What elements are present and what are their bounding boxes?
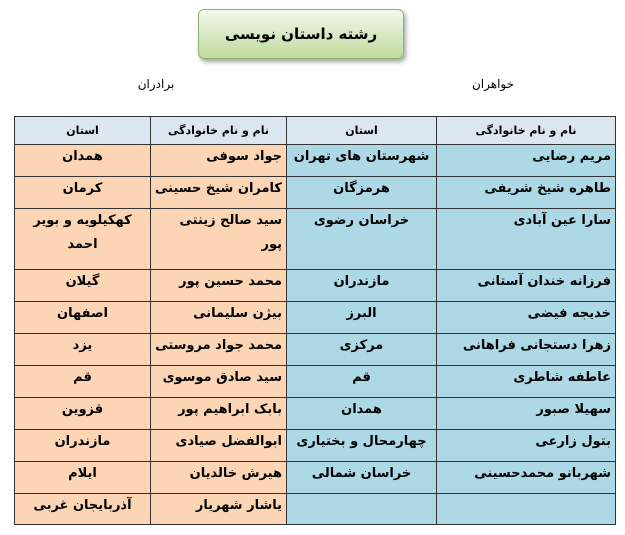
brother-province-cell: آذربایجان غربی bbox=[15, 494, 151, 525]
table-row bbox=[15, 462, 616, 494]
sister-name-cell bbox=[437, 494, 616, 525]
sister-province-cell: چهارمحال و بختیاری bbox=[287, 430, 437, 462]
brother-name-cell: سید صالح زینتی پور bbox=[151, 209, 287, 270]
table-row bbox=[15, 334, 616, 366]
table-row bbox=[15, 209, 616, 270]
sister-name-cell: خدیجه فیضی bbox=[437, 302, 616, 334]
table-row bbox=[15, 270, 616, 302]
sister-province-cell: خراسان شمالی bbox=[287, 462, 437, 494]
sister-name-cell: طاهره شیخ شریفی bbox=[437, 177, 616, 209]
sisters-province-header: استان bbox=[287, 117, 437, 145]
brother-province-cell: همدان bbox=[15, 145, 151, 177]
brother-name-cell: سید صادق موسوی bbox=[151, 366, 287, 398]
sister-province-cell: مازندران bbox=[287, 270, 437, 302]
sister-province-cell bbox=[287, 494, 437, 525]
brother-name-cell: بابک ابراهیم پور bbox=[151, 398, 287, 430]
page-title: رشته داستان نویسی bbox=[198, 9, 404, 59]
sister-name-cell: مریم رضایی bbox=[437, 145, 616, 177]
table-row bbox=[15, 145, 616, 177]
sister-province-cell: شهرستان های تهران bbox=[287, 145, 437, 177]
brother-province-cell: گیلان bbox=[15, 270, 151, 302]
brother-name-cell: محمد جواد مروستی bbox=[151, 334, 287, 366]
sister-name-cell: بتول زارعی bbox=[437, 430, 616, 462]
brother-name-cell: جواد سوفی bbox=[151, 145, 287, 177]
brother-name-cell: بیژن سلیمانی bbox=[151, 302, 287, 334]
brother-province-cell: اصفهان bbox=[15, 302, 151, 334]
sister-province-cell: خراسان رضوی bbox=[287, 209, 437, 270]
table-row bbox=[15, 398, 616, 430]
table-row bbox=[15, 177, 616, 209]
table-row bbox=[15, 494, 616, 525]
table-row bbox=[15, 302, 616, 334]
sister-name-cell: فرزانه خندان آستانی bbox=[437, 270, 616, 302]
table-header-row bbox=[15, 117, 616, 145]
sister-province-cell: قم bbox=[287, 366, 437, 398]
table-row bbox=[15, 430, 616, 462]
brother-province-cell: قم bbox=[15, 366, 151, 398]
sister-province-cell: همدان bbox=[287, 398, 437, 430]
sister-name-cell: زهرا دستجانی فراهانی bbox=[437, 334, 616, 366]
brother-name-cell: یاشار شهریار bbox=[151, 494, 287, 525]
brother-name-cell: ابوالفضل صیادی bbox=[151, 430, 287, 462]
sister-name-cell: عاطفه شاطری bbox=[437, 366, 616, 398]
brother-province-cell: کهکیلویه و بویر احمد bbox=[15, 209, 151, 270]
brother-province-cell: ایلام bbox=[15, 462, 151, 494]
brother-province-cell: کرمان bbox=[15, 177, 151, 209]
brother-name-cell: کامران شیخ حسینی bbox=[151, 177, 287, 209]
sister-name-cell: سارا عین آبادی bbox=[437, 209, 616, 270]
winners-table bbox=[14, 116, 616, 525]
sister-province-cell: مرکزی bbox=[287, 334, 437, 366]
sisters-name-header: نام و نام خانوادگی bbox=[437, 117, 616, 145]
brother-name-cell: محمد حسین پور bbox=[151, 270, 287, 302]
brother-province-cell: مازندران bbox=[15, 430, 151, 462]
brother-province-cell: یزد bbox=[15, 334, 151, 366]
sister-province-cell: البرز bbox=[287, 302, 437, 334]
brothers-province-header: استان bbox=[15, 117, 151, 145]
sister-province-cell: هرمزگان bbox=[287, 177, 437, 209]
brothers-label: برادران bbox=[137, 77, 175, 91]
brother-name-cell: هیرش خالدیان bbox=[151, 462, 287, 494]
table-row bbox=[15, 366, 616, 398]
brother-province-cell: قزوین bbox=[15, 398, 151, 430]
sister-name-cell: شهربانو محمدحسینی bbox=[437, 462, 616, 494]
sister-name-cell: سهیلا صبور bbox=[437, 398, 616, 430]
sisters-label: خواهران bbox=[471, 77, 515, 91]
brothers-name-header: نام و نام خانوادگی bbox=[151, 117, 287, 145]
